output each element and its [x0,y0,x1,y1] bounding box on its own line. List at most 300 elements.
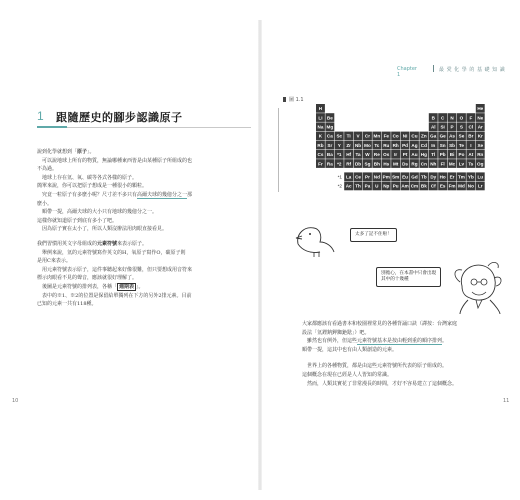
element-symbol: Tl [431,152,436,158]
element-cell-np [382,182,391,191]
element-symbol: V [356,133,360,139]
element-symbol: Pu [392,183,399,189]
element-symbol: Hf [346,152,352,158]
text-run: 說到化學就想到「 [37,149,78,155]
element-symbol: Cu [411,133,418,139]
text-run: 來表示原子。 [117,240,148,247]
element-symbol: Nb [354,142,362,148]
element-symbol: Se [458,133,465,139]
paragraph-line [302,380,502,389]
element-symbol: Eu [402,174,408,180]
element-cell-hs [382,159,391,168]
emphasis-text: 元素符號 [97,240,118,247]
section-rule-accent [37,126,67,128]
element-symbol: Rg [411,161,418,167]
element-symbol: Br [468,133,474,139]
text-run: 用元素符號表示原子，這件事聽起來好像很難，但只要想成用音符來 [42,266,193,273]
element-symbol: Na [317,124,324,130]
element-cell-ni [401,132,410,141]
paragraph-line [37,191,259,200]
text-run: 大家都應該有看過書本和校園裡常見的各種背誦口訣（譯按：台灣家庭 [302,321,458,327]
element-symbol: Pb [439,152,446,158]
element-symbol: Ag [411,142,418,148]
element-symbol: Mg [326,124,334,130]
element-symbol: Tm [458,174,465,180]
element-symbol: Sg [364,161,371,167]
element-symbol: Cn [420,161,427,167]
text-run: 順帶一提，這其中也有由人類創造的元素。 [302,346,398,353]
element-symbol: Er [449,174,455,180]
page-number-right: 11 [503,398,510,404]
paragraph-line [37,257,259,266]
paragraph-line [37,157,259,166]
element-symbol: Cr [364,133,371,139]
paragraph-line [302,346,502,355]
element-cell-nh [429,159,438,168]
element-cell-fe [382,132,391,141]
element-symbol: Md [458,183,465,189]
element-symbol: Ne [477,115,484,121]
element-cell-marker2 [335,159,344,168]
element-cell-s [457,122,466,131]
element-cell-kr [476,132,485,141]
emphasis-text: 原子 [77,149,88,155]
element-symbol: Xe [477,142,484,148]
element-symbol: Zr [346,142,351,148]
text-run: 地球上存在氫、氧、碳等各式各樣的原子。 [42,174,138,181]
element-symbol: Pr [365,174,370,180]
text-run: 因為原子實在太小了，所以人類沒辦法用肉眼直接看見。 [42,226,168,233]
section-title: 跟隨歷史的腳步認識原子 [56,111,183,124]
element-symbol: F [469,115,473,121]
element-cell-he [476,104,485,113]
element-symbol: He [477,106,484,112]
element-cell-be [325,113,334,122]
element-cell-os [382,150,391,159]
element-cell-cf [429,182,438,191]
element-cell-cs [316,150,325,159]
element-symbol: Mo [364,142,371,148]
element-cell-gd [410,172,419,181]
element-cell-ru [382,141,391,150]
element-symbol: Mc [448,161,456,167]
element-cell-mn [372,132,381,141]
periodic-table [316,104,492,196]
element-cell-ne [476,113,485,122]
element-cell-na [316,122,325,131]
professor-illustration [442,256,508,314]
text-run: 是用C來表示。 [37,258,71,265]
element-symbol: Li [318,115,323,121]
element-cell-au [410,150,419,159]
element-symbol: At [468,152,474,158]
element-cell-ta [354,150,363,159]
element-cell-yb [466,172,475,181]
element-symbol: Ar [477,124,483,130]
element-cell-pr [363,172,372,181]
element-cell-f [466,113,475,122]
element-cell-cl [466,122,475,131]
f-block-marker: *1 [337,174,342,180]
element-cell-ar [476,122,485,131]
element-symbol: Hg [420,152,427,158]
paragraph-line [37,300,259,309]
element-symbol: Tb [421,174,427,180]
element-cell-th [354,182,363,191]
element-symbol: As [449,133,455,139]
element-cell-po [457,150,466,159]
element-symbol: Lu [477,174,484,180]
element-cell-cm [410,182,419,191]
element-symbol: Fl [440,161,445,167]
paragraph-line [302,329,502,338]
element-cell-k [316,132,325,141]
element-cell-cr [363,132,372,141]
paragraph-line [302,371,502,380]
element-cell-tb [419,172,428,181]
element-symbol: Fe [383,133,389,139]
page-number-left: 10 [12,398,19,404]
element-cell-w [363,150,372,159]
element-cell-bk [419,182,428,191]
element-symbol: Ra [326,161,333,167]
element-symbol: S [459,124,463,130]
element-cell-fr [316,159,325,168]
element-cell-lr [476,182,485,191]
element-symbol: Cf [430,183,436,189]
element-cell-rg [410,159,419,168]
element-symbol: Lv [458,161,465,167]
element-cell-am [401,182,410,191]
paragraph-line [37,249,259,258]
element-cell-hf [344,150,353,159]
figure-marker-icon [283,97,286,102]
element-symbol: Ge [439,133,446,139]
section-number: 1 [37,109,44,123]
element-cell-b [429,113,438,122]
paragraph-line [37,274,259,283]
element-cell-br [466,132,475,141]
element-cell-er [448,172,457,181]
element-cell-rn [476,150,485,159]
element-symbol: Mn [373,133,381,139]
element-symbol: Bi [449,152,455,158]
text-run: 雖然也有例外，但這些 [307,338,358,345]
element-cell-n [448,113,457,122]
element-symbol: Gd [411,174,418,180]
element-symbol: Pm [382,174,390,180]
element-cell-ce [354,172,363,181]
element-cell-tl [429,150,438,159]
element-cell-h [316,104,325,113]
element-cell-co [391,132,400,141]
element-symbol: Ga [430,133,437,139]
element-cell-o [457,113,466,122]
element-symbol: Rh [392,142,399,148]
element-cell-zr [344,141,353,150]
element-symbol: Rf [346,161,352,167]
text-run: 表中的※1、※2的位置是保留給單獨列在下方的另外2排元素。目前 [42,292,192,299]
text-run: 這樣你就知道原子到底有多小了吧。 [37,217,118,224]
element-cell-u [372,182,381,191]
paragraph-line [37,240,259,249]
element-symbol: B [431,115,435,121]
element-symbol: Ir [394,152,398,158]
paragraph-line [37,200,259,209]
element-symbol: Ba [326,152,333,158]
element-symbol: Cd [420,142,427,148]
element-symbol: *2 [337,161,342,167]
element-symbol: Lr [477,183,483,189]
paragraph-line [37,174,259,183]
paragraph-line [37,217,259,226]
element-symbol: No [467,183,474,189]
text-run: 標示肉眼看不見的聲音，應該就很好理解了。 [37,275,138,282]
element-cell-hg [419,150,428,159]
text-run: 這個概念在現在已經是人人皆知的常識。 [302,371,393,378]
f-block-marker: *2 [337,183,342,189]
element-cell-rf [344,159,353,168]
speech-bubble-professor [376,267,441,287]
paragraph-line [37,225,259,234]
text-run: 我們習慣用英文字母組成的 [37,240,98,247]
element-cell-p [448,122,457,131]
element-symbol: In [431,142,436,148]
element-symbol: Es [439,183,446,189]
right-body-text [302,320,502,388]
element-symbol: W [365,152,370,158]
element-cell-bi [448,150,457,159]
element-symbol: Zn [421,133,427,139]
text-run: 究竟一粒原子有多麼小呢？尺寸差不多只有 [42,191,138,198]
element-cell-y [335,141,344,150]
element-cell-sn [438,141,447,150]
element-cell-ag [410,141,419,150]
element-cell-lu [476,172,485,181]
element-cell-pb [438,150,447,159]
element-symbol: Ds [402,161,408,167]
element-cell-rh [391,141,400,150]
text-run: 簡單來說，你可以把原子想成是一種很小的顆粒。 [37,183,148,190]
element-cell-sr [325,141,334,150]
element-symbol: Ce [355,174,361,180]
text-run: 不為過。 [37,166,58,173]
element-cell-re [372,150,381,159]
element-symbol: C [440,115,445,121]
text-run: 」。 [87,149,95,155]
element-cell-db [354,159,363,168]
bubble-line-1: 別擔心，在本書中只會出現 [381,271,437,276]
text-run: 可以說地球上所有的物質，無論哪種東西皆是由某種原子所組成的也 [42,157,193,164]
element-cell-no [466,182,475,191]
element-cell-sb [448,141,457,150]
element-symbol: Sr [327,142,333,148]
element-cell-v [354,132,363,141]
element-cell-marker1 [335,150,344,159]
element-cell-ba [325,150,334,159]
text-run: 已知的元素一共有118種。 [37,301,97,308]
element-symbol: Fr [318,161,323,167]
element-cell-zn [419,132,428,141]
element-symbol: Sc [336,133,343,139]
text-run: 舉例來說，氫的元素符號寫作英文的H，氧原子寫作O，碳原子則 [42,249,186,256]
element-cell-cu [410,132,419,141]
element-symbol: Pt [402,152,408,158]
element-cell-mg [325,122,334,131]
section-rule [37,127,251,128]
paragraph-line [37,292,259,301]
element-cell-nd [372,172,381,181]
emphasis-text: 元素符號基本是按由輕到重的順序排列 [357,338,443,345]
element-symbol: Nh [430,161,437,167]
element-symbol: N [450,115,454,121]
element-cell-la [344,172,353,181]
element-cell-pt [401,150,410,159]
element-symbol: Ac [345,183,352,189]
element-symbol: Bk [420,183,427,189]
element-cell-as [448,132,457,141]
paragraph-line [37,208,259,217]
element-cell-c [438,113,447,122]
paragraph-line [37,148,259,157]
element-cell-xe [476,141,485,150]
element-cell-tc [372,141,381,150]
text-run: 那 [187,191,193,198]
element-symbol: K [318,133,323,139]
header-divider [433,65,434,72]
element-cell-rb [316,141,325,150]
element-symbol: O [459,115,464,121]
element-cell-og [476,159,485,168]
element-symbol: P [450,124,454,130]
element-symbol: La [345,174,352,180]
element-symbol: Ts [468,161,474,167]
element-symbol: Rn [477,152,484,158]
element-symbol: Co [392,133,399,139]
element-symbol: Y [337,142,341,148]
element-symbol: Yb [467,174,474,180]
bubble-line-2: 其中的十幾種 [381,277,409,282]
element-cell-pm [382,172,391,181]
element-cell-mc [448,159,457,168]
element-cell-si [438,122,447,131]
element-symbol: Pd [402,142,408,148]
element-symbol: Db [354,161,362,167]
element-cell-ts [466,159,475,168]
element-cell-se [457,132,466,141]
text-run: 然而，人類其實花了非常漫長的時間，才好不容易建立了這個概念。 [307,380,458,387]
element-symbol: *1 [337,152,342,158]
paragraph-line [302,362,502,371]
element-symbol: Ti [346,133,351,139]
element-cell-i [466,141,475,150]
element-symbol: Al [430,124,436,130]
speech-bubble-bird: 太多了記不住啦！ [350,228,397,242]
element-symbol: Ni [402,133,408,139]
element-cell-lv [457,159,466,168]
paragraph-line [37,165,259,174]
element-symbol: Bh [373,161,380,167]
element-cell-md [457,182,466,191]
element-symbol: Ru [383,142,390,148]
element-cell-ca [325,132,334,141]
element-symbol: Og [477,161,484,167]
element-cell-pd [401,141,410,150]
element-cell-tm [457,172,466,181]
element-symbol: Os [383,152,390,158]
emphasis-text: 高爾夫球的幾億分之一 [137,191,188,198]
text-run: 設法「氫鋰鈉鉀銣銫鍅」）吧。 [302,329,370,336]
element-symbol: Be [326,115,333,121]
paragraph-line [37,266,259,275]
element-cell-ac [344,182,353,191]
element-cell-ga [429,132,438,141]
element-cell-sc [335,132,344,141]
element-symbol: Cs [317,152,324,158]
element-symbol: Th [355,183,361,189]
element-symbol: Am [401,183,409,189]
element-symbol: Mt [392,161,399,167]
element-cell-at [466,150,475,159]
paragraph-line [37,182,259,191]
element-cell-mo [363,141,372,150]
element-symbol: Sm [392,174,400,180]
element-symbol: Nd [373,174,380,180]
element-cell-ir [391,150,400,159]
element-cell-ra [325,159,334,168]
element-cell-cd [419,141,428,150]
left-body-text [37,148,259,309]
element-symbol: Au [411,152,418,158]
element-cell-fm [448,182,457,191]
element-symbol: Pa [364,183,371,189]
element-cell-ti [344,132,353,141]
element-cell-bh [372,159,381,168]
element-cell-es [438,182,447,191]
element-cell-nb [354,141,363,150]
paragraph-line [302,337,502,346]
element-symbol: Np [383,183,390,189]
element-symbol: Si [440,124,445,130]
element-symbol: Ho [439,174,446,180]
element-symbol: H [318,106,323,112]
element-symbol: Fm [448,183,456,189]
element-cell-mt [391,159,400,168]
paragraph-line [37,283,259,292]
figure-side-rule [278,108,279,192]
element-symbol: I [470,142,472,148]
element-symbol: Dy [430,174,437,180]
bird-illustration [292,214,352,258]
element-cell-pu [391,182,400,191]
element-symbol: Sn [439,142,446,148]
element-symbol: Hs [383,161,390,167]
element-cell-sg [363,159,372,168]
chapter-title: 最 愛 化 學 的 基 礎 知 識 [439,67,506,73]
element-cell-fl [438,159,447,168]
element-cell-ge [438,132,447,141]
element-symbol: Te [458,142,464,148]
element-symbol: Ca [326,133,333,139]
element-symbol: Cm [410,183,419,189]
figure-label: 圖 1.1 [289,97,304,103]
element-symbol: Tc [374,142,380,148]
element-cell-dy [429,172,438,181]
text-run: 順帶一提，高爾夫球的大小只有地球的幾億分之一。 [42,209,158,216]
text-run: 」。 [136,283,144,290]
emphasis-text: 週期表 [119,283,135,290]
element-symbol: U [375,183,379,189]
